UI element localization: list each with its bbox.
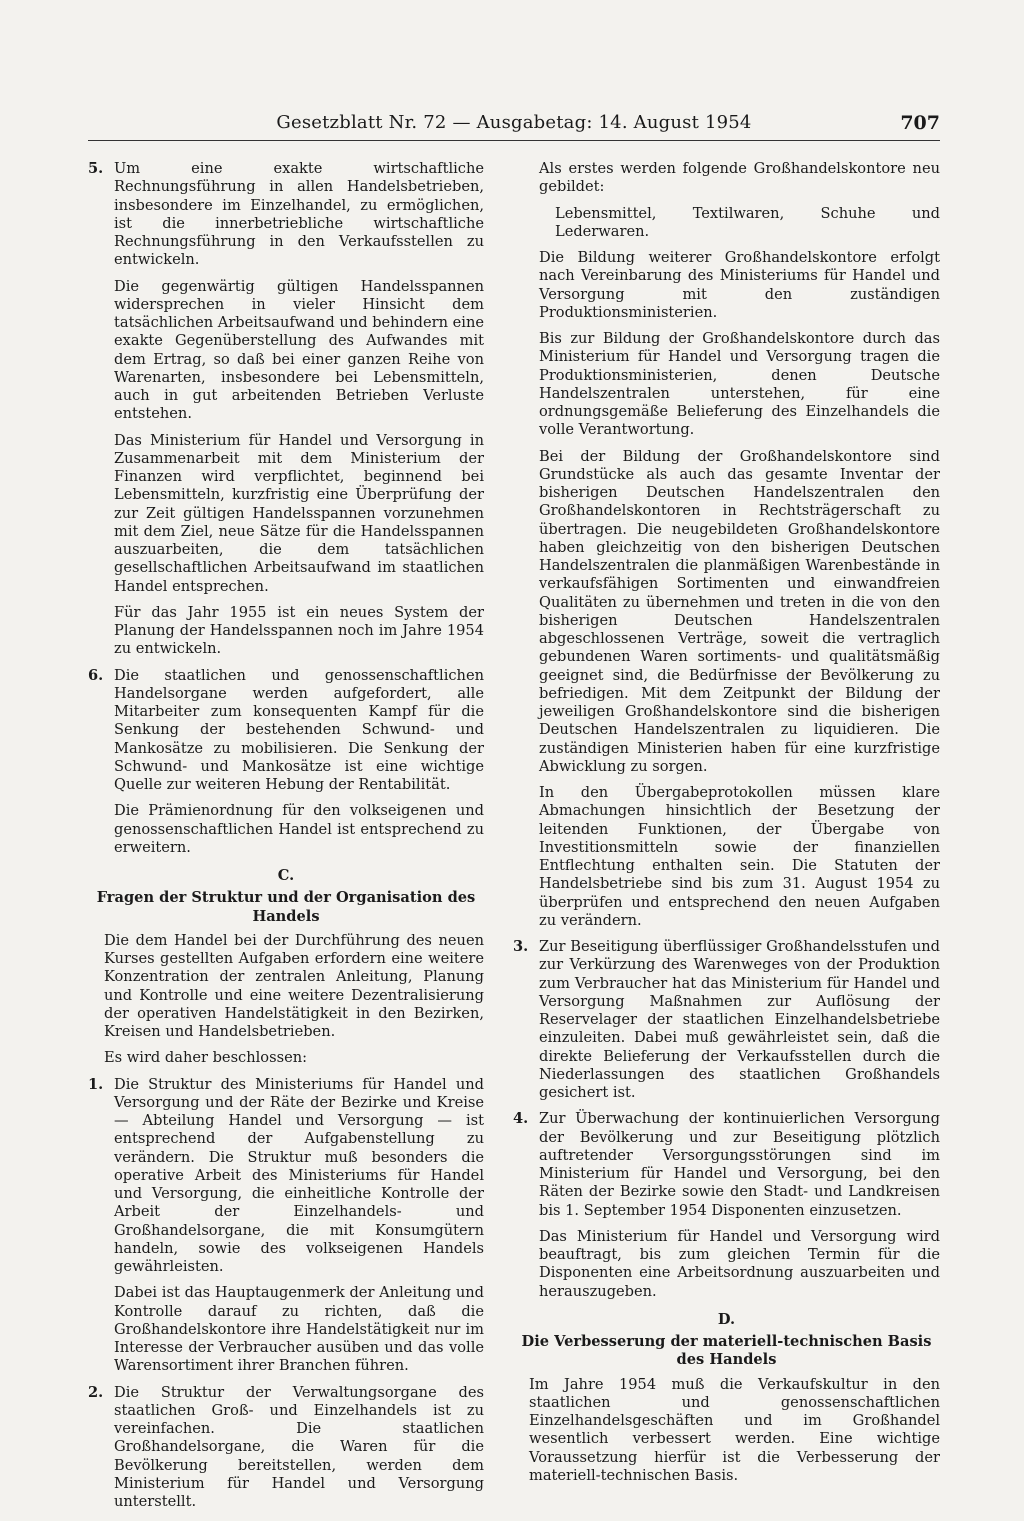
paragraph: Die Bildung weiterer Großhandelskontore erfolgt nach Vereinbarung des Ministeriums für Handel und Versorgung mit den zuständigen Produktionsministerien. (539, 249, 940, 321)
header-rule (88, 140, 940, 141)
paragraph: Zur Überwachung der kontinuierlichen Versorgung der Bevölkerung und zur Beseitigung plötzlich auftretender Versorgungsstörungen sind im Ministerium für Handel und Versorgung, bei den Räten der Bezirke sowie den Stadt- und Landkreisen bis 1. September 1954 Disponenten einzusetzen. (539, 1110, 940, 1219)
item-5 (88, 160, 484, 659)
item-c2-continued (513, 160, 940, 930)
paragraph: Dabei ist das Hauptaugenmerk der Anleitung und Kontrolle darauf zu richten, daß die Großhandelskontore ihre Handelstätigkeit nur im Interesse der Verbraucher ausüben und das volle Warensortiment ihrer Branchen führen. (114, 1284, 484, 1375)
item-number: 2. (88, 1383, 104, 1401)
paragraph: Die dem Handel bei der Durchführung des neuen Kurses gestellten Aufgaben erfordern eine weitere Konzentration der zentralen Anleitung, Planung und Kontrolle und eine weitere Dezentralisierung der operativen Handelstätigkeit in den Bezirken, Kreisen und Handelsbetrieben. (104, 931, 484, 1040)
paragraph: Zur Beseitigung überflüssiger Großhandelsstufen und zur Verkürzung des Warenweges von der Produktion zum Verbraucher hat das Ministerium für Handel und Versorgung Maßnahmen zur Auflösung der Reservelager der staatlichen Einzelhandelsbetriebe einzuleiten. Dabei muß gewährleistet sein, daß die direkte Belieferung der Verkaufsstellen durch die Niederlassungen des staatlichen Großhandels gesichert ist. (539, 938, 940, 1101)
paragraph: Bei der Bildung der Großhandelskontore sind Grundstücke als auch das gesamte Inventar der bisherigen Deutschen Handelszentralen den Großhandelskontoren in Rechtsträgerschaft zu übertragen. Die neugebildeten Großhandelskontore haben gleichzeitig von den bisherigen Deutschen Handelszentralen die planmäßigen Warenbestände in verkaufsfähigen Sortimenten und einwandfreien Qualitäten zu übernehmen und treten in die von den bisherigen Deutschen Handelszentralen abgeschlossenen Verträge, soweit die vertraglich gebundenen Waren sortiments- und qualitätsmäßig geeignet sind, die Bedürfnisse der Bevölkerung zu befriedigen. Mit dem Zeitpunkt der Bildung der jeweiligen Großhandelskontore sind die bisherigen Deutschen Handelszentralen zu liquidieren. Die zuständigen Ministerien haben für eine kurzfristige Abwicklung zu sorgen. (539, 447, 940, 775)
item-number: 4. (513, 1110, 529, 1128)
item-number: 3. (513, 938, 529, 955)
section-d-title: Die Verbesserung der materiell-technischen Basis des Handels (521, 1333, 932, 1369)
paragraph: Die Struktur der Verwaltungsorgane des staatlichen Groß- und Einzelhandels ist zu vereinfachen. Die staatlichen Großhandelsorgane, die Waren für die Bevölkerung bereitstellen, werden dem Ministerium für Handel und Versorgung unterstellt. (114, 1383, 484, 1510)
paragraph: Das Ministerium für Handel und Versorgung in Zusammenarbeit mit dem Ministerium der Finanzen wird verpflichtet, beginnend bei Lebensmitteln, kurzfristig eine Überprüfung der zur Zeit gültigen Handelsspannen vorzunehmen mit dem Ziel, neue Sätze für die Handelsspannen auszuarbeiten, die dem tatsächlichen gesellschaftlichen Arbeitsaufwand im staatlichen Handel entsprechen. (114, 431, 484, 595)
paragraph: In den Übergabeprotokollen müssen klare Abmachungen hinsichtlich der Besetzung der leitenden Funktionen, der Übergabe von Investitionsmitteln sowie der finanziellen Entflechtung enthalten sein. Die Statuten der Handelsbetriebe sind bis zum 31. August 1954 zu überprüfen und entsprechend den neuen Aufgaben zu verändern. (539, 784, 940, 929)
paragraph: Als erstes werden folgende Großhandelskontore neu gebildet: (539, 160, 940, 196)
paragraph: Es wird daher beschlossen: (104, 1049, 308, 1067)
item-number: 1. (88, 1075, 104, 1093)
paragraph: Im Jahre 1954 muß die Verkaufskultur in den staatlichen und genossenschaftlichen Einzelhandelsgeschäften und im Großhandel wesentlich verbessert werden. Eine wichtige Voraussetzung hierfür ist die Verbesserung der materiell-technischen Basis. (529, 1375, 940, 1484)
page-header (88, 112, 940, 142)
item-number: 6. (88, 666, 104, 684)
item-c2 (88, 1384, 484, 1512)
paragraph: Die Prämienordnung für den volkseigenen und genossenschaftlichen Handel ist entsprechend zu erweitern. (114, 802, 484, 856)
section-c-title: Fragen der Struktur und der Organisation des Handels (96, 889, 476, 925)
left-column (88, 160, 484, 1519)
paragraph: Das Ministerium für Handel und Versorgung wird beauftragt, bis zum gleichen Termin für die Disponenten eine Arbeitsordnung auszuarbeiten und herauszugeben. (539, 1227, 940, 1300)
page-number: 707 (900, 112, 940, 134)
section-c-letter: C. (277, 867, 295, 884)
item-number: 5. (88, 160, 104, 177)
paragraph: Bis zur Bildung der Großhandelskontore durch das Ministerium für Handel und Versorgung tragen die Produktionsministerien, denen Deutsche Handelszentralen unterstehen, für eine ordnungsgemäße Belieferung des Einzelhandels die volle Verantwortung. (539, 330, 940, 439)
item-c1 (88, 1076, 484, 1376)
paragraph: Die staatlichen und genossenschaftlichen Handelsorgane werden aufgefordert, alle Mitarbeiter zum konsequenten Kampf für die Senkung der bestehenden Schwund- und Mankosätze zu mobilisieren. Die Senkung der Schwund- und Mankosätze ist eine wichtige Quelle zur weiteren Hebung der Rentabilität. (114, 666, 484, 793)
item-6 (88, 667, 484, 858)
section-d-letter: D. (717, 1310, 736, 1328)
paragraph: Die Struktur des Ministeriums für Handel und Versorgung und der Räte der Bezirke und Kreise — Abteilung Handel und Versorgung — ist entsprechend der Aufgabenstellung zu verändern. Die Struktur muß besonders die operative Arbeit des Ministeriums für Handel und Versorgung, die einheitliche Kontrolle der Arbeit der Einzelhandels- und Großhandelsorgane, die mit Konsumgütern handeln, sowie des volkseigenen Handels gewährleisten. (114, 1075, 484, 1275)
item-c3 (513, 938, 940, 1102)
paragraph: Lebensmittel, Textilwaren, Schuhe und Lederwaren. (555, 204, 940, 240)
right-column (513, 160, 940, 1493)
paragraph: Für das Jahr 1955 ist ein neues System der Planung der Handelsspannen noch im Jahre 1954 zu entwickeln. (114, 603, 484, 658)
item-c4 (513, 1110, 940, 1301)
paragraph: Um eine exakte wirtschaftliche Rechnungsführung in allen Handelsbetrieben, insbesondere im Einzelhandel, zu ermöglichen, ist die innerbetriebliche wirtschaftliche Rechnungsführung in den Verkaufsstellen zu entwickeln. (114, 160, 484, 269)
paragraph: Die gegenwärtig gültigen Handelsspannen widersprechen in vieler Hinsicht dem tatsächlichen Arbeitsaufwand und behindern eine exakte Gegenüberstellung des Aufwandes mit dem Ertrag, so daß bei einer ganzen Reihe von Warenarten, insbesondere bei Lebensmitteln, auch in gut arbeitenden Betrieben Verluste entstehen. (114, 277, 484, 423)
header-title: Gesetzblatt Nr. 72 — Ausgabetag: 14. August 1954 (276, 112, 752, 133)
